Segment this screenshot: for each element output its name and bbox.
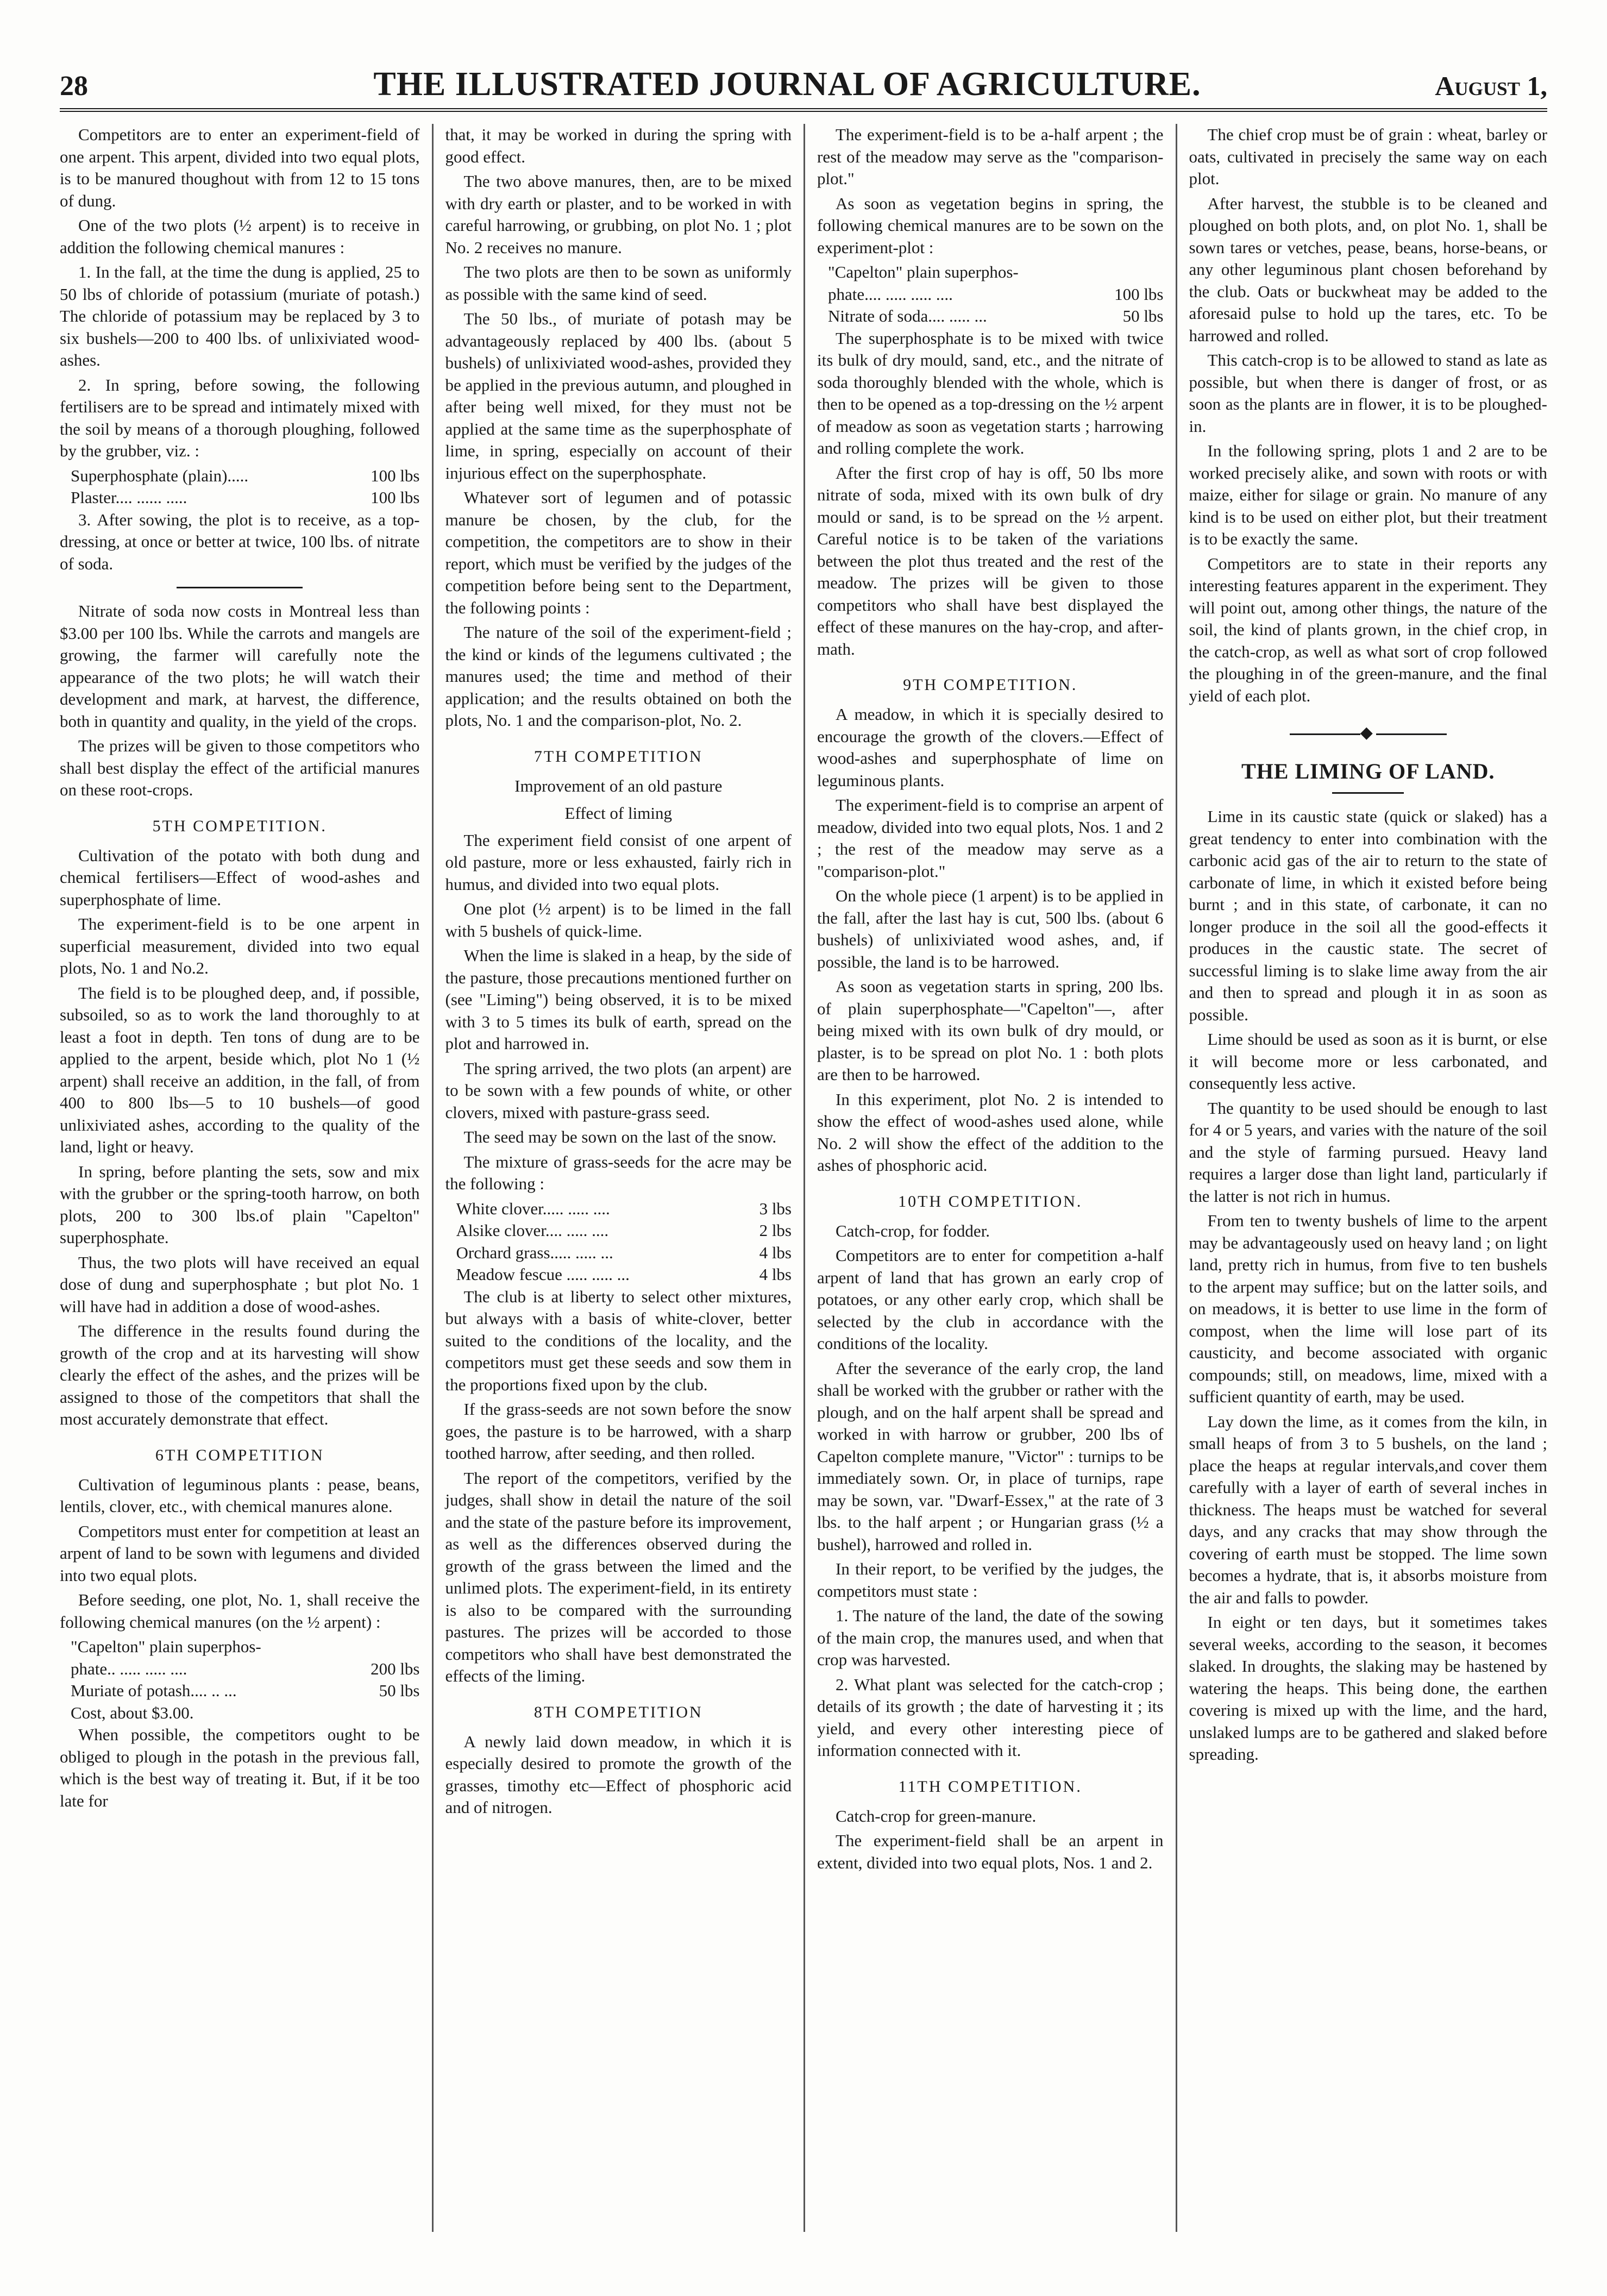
paragraph: In their report, to be verified by the judges, the competitors must state : bbox=[817, 1559, 1164, 1601]
table-row: Plaster.... ...... ..... 100 lbs bbox=[71, 488, 420, 507]
paragraph: The difference in the results found during the growth of the crop and at its harvesting will show clearly the effect of the ashes, and the prizes will be assigned to those of the competitors that shall the most accurately demonstrate that effect. bbox=[60, 1321, 420, 1428]
section-divider bbox=[177, 587, 303, 588]
paragraph: Whatever sort of legumen and of potassic manure be chosen, by the club, for the competition, the competitors are to show in their report, which must be verified by the judges of the competition before being sent to the Department, the following points : bbox=[445, 488, 792, 617]
paragraph: 1. In the fall, at the time the dung is applied, 25 to 50 lbs of chloride of potassium (muriate of potash.) The chloride of potassium may be replaced by 3 to six bushels—200 to 400 lbs. of unlixiviated wood-ashes. bbox=[60, 262, 420, 369]
table-row: Meadow fescue ..... ..... ... 4 lbs bbox=[456, 1265, 792, 1284]
paragraph: The nature of the soil of the experiment-field ; the kind or kinds of the legumens cultivated ; the manures used; the time and method of their application; and the results obtained on both the plots, No. 1 and the comparison-plot, No. 2. bbox=[445, 623, 792, 730]
table-row: Orchard grass..... ..... ... 4 lbs bbox=[456, 1243, 792, 1262]
paragraph: Lime should be used as soon as it is burnt, or else it will become more or less carbonated, and consequently less active. bbox=[1189, 1030, 1547, 1093]
ornament-divider bbox=[1189, 723, 1548, 742]
paragraph: 2. In spring, before sowing, the following fertilisers are to be spread and intimately mixed with the soil by means of a thorough ploughing, followed by the grubber, viz. : bbox=[60, 375, 420, 460]
paragraph: The experiment-field is to comprise an arpent of meadow, divided into two equal plots, Nos. 1 and 2 ; the rest of the meadow may serve as a "comparison-plot." bbox=[817, 795, 1164, 881]
paragraph: One plot (½ arpent) is to be limed in the fall with 5 bushels of quick-lime. bbox=[445, 899, 792, 940]
paragraph: The report of the competitors, verified by the judges, shall show in detail the nature of the soil and the state of the pasture before its improvement, as well as the differences observed during the growth of the grass between the limed and the unlimed plots. The experiment-field, in its entirety is also to be compared with the surrounding pastures. The prizes will be accorded to those competitors who shall have best demonstrated the effects of the liming. bbox=[445, 1468, 792, 1685]
paragraph: Nitrate of soda now costs in Montreal less than $3.00 per 100 lbs. While the carrots and mangels are growing, the farmer will carefully note the appearance of the two plots; he will watch their development and mark, at harvest, the difference, both in quantity and quality, in the yield of the crops. bbox=[60, 601, 420, 731]
table-row: "Capelton" plain superphos- bbox=[828, 262, 1019, 281]
paragraph: The field is to be ploughed deep, and, if possible, subsoiled, so as to work the land thoroughly to at least a foot in depth. Ten tons of dung are to be applied to the arpent, beside which, plot No 1 (½ arpent) shall receive an addition, in the fall, of from 400 to 800 lbs—5 to 10 bushels—of good unlixiviated ashes, according to the quality of the land, light or heavy. bbox=[60, 983, 420, 1156]
paragraph: The experiment-field is to be a-half arpent ; the rest of the meadow may serve as the "comparison-plot." bbox=[817, 125, 1164, 188]
paragraph: The club is at liberty to select other mixtures, but always with a basis of white-clover, better suited to the conditions of the locality, and the competitors must get these seeds and sow them in the proportions fixed upon by the club. bbox=[445, 1287, 792, 1394]
paragraph: 1. The nature of the land, the date of the sowing of the main crop, the manures used, and when that crop was harvested. bbox=[817, 1606, 1164, 1669]
paragraph: The prizes will be given to those competitors who shall best display the effect of the artificial manures on these root-crops. bbox=[60, 736, 420, 799]
paragraph: The mixture of grass-seeds for the acre may be the following : bbox=[445, 1152, 792, 1193]
table-row: Alsike clover.... ..... .... 2 lbs bbox=[456, 1221, 792, 1240]
paragraph: One of the two plots (½ arpent) is to receive in addition the following chemical manures : bbox=[60, 216, 420, 257]
section-heading: 6TH COMPETITION bbox=[155, 1446, 324, 1464]
paragraph: A meadow, in which it is specially desired to encourage the growth of the clovers.—Effect of wood-ashes and superphosphate of lime on leguminous plants. bbox=[817, 705, 1164, 790]
manure-table bbox=[60, 1636, 420, 1724]
fertiliser-table bbox=[60, 465, 420, 509]
column-2 bbox=[432, 124, 804, 2232]
section-heading: 9TH COMPETITION. bbox=[903, 676, 1078, 694]
paragraph: In eight or ten days, but it sometimes takes several weeks, according to the season, it becomes slaked. In droughts, the slaking may be hastened by watering the heaps. This being done, the earthen covering is mixed up with the lime, and the hard, unslaked lumps are to be gathered and slaked before spreading. bbox=[1189, 1613, 1547, 1764]
paragraph: Before seeding, one plot, No. 1, shall receive the following chemical manures (on the ½ arpent) : bbox=[60, 1590, 420, 1632]
paragraph: The spring arrived, the two plots (an arpent) are to be sown with a few pounds of white, or other clovers, mixed with pasture-grass seed. bbox=[445, 1058, 792, 1122]
table-row: "Capelton" plain superphos- bbox=[71, 1637, 261, 1656]
paragraph: Competitors are to state in their reports any interesting features apparent in the experiment. They will point out, among other things, the nature of the soil, the kind of plants grown, in the chief crop, in the catch-crop, as well as what sort of crop followed the ploughing in of the green-manure, and the final yield of each plot. bbox=[1189, 554, 1547, 705]
section-heading: 5TH COMPETITION. bbox=[152, 817, 327, 835]
paragraph: If the grass-seeds are not sown before the snow goes, the pasture is to be harrowed, with a sharp toothed harrow, after seeding, and then rolled. bbox=[445, 1400, 792, 1463]
article-heading: THE LIMING OF LAND. bbox=[1241, 759, 1495, 783]
paragraph: Lay down the lime, as it comes from the kiln, in small heaps of from 3 to 5 bushels, on the land ; place the heaps at regular intervals,and cover them carefully with a layer of earth of several inches in thickness. The heaps must be watched for several days, and any cracks that may show through the covering of earth must be stopped. The lime sown becomes a hydrate, that is, it absorbs moisture from the air and falls to powder. bbox=[1189, 1412, 1547, 1607]
paragraph: The experiment-field shall be an arpent in extent, divided into two equal plots, Nos. 1 and 2. bbox=[817, 1831, 1164, 1872]
paragraph: This catch-crop is to be allowed to stand as late as possible, but when there is danger of frost, or as soon as the plants are in flower, it is to be ploughed-in. bbox=[1189, 350, 1547, 436]
article-columns bbox=[60, 124, 1547, 2232]
section-subheading: Improvement of an old pasture bbox=[514, 776, 723, 795]
journal-title: THE ILLUSTRATED JOURNAL OF AGRICULTURE. bbox=[373, 66, 1201, 103]
page-number: 28 bbox=[60, 71, 88, 102]
paragraph: Competitors are to enter for competition a-half arpent of land that has grown an early crop of potatoes, or any other early crop, which shall be selected by the club in accordance with the conditions of the locality. bbox=[817, 1246, 1164, 1353]
paragraph: The 50 lbs., of muriate of potash may be advantageously replaced by 400 lbs. (about 5 bushels) of unlixiviated wood-ashes, provided they be applied in the previous autumn, and ploughed in after being well mixed, for they must not be applied at the same time as the superphosphate of lime, in spring, especially on account of their injurious effect on the superphosphate. bbox=[445, 309, 792, 482]
paragraph: Thus, the two plots will have received an equal dose of dung and superphosphate ; but plot No. 1 will have had in addition a dose of wood-ashes. bbox=[60, 1252, 420, 1316]
diamond-icon: ◆ bbox=[1360, 724, 1376, 742]
paragraph: As soon as vegetation starts in spring, 200 lbs. of plain superphosphate—"Capelton"—, after being mixed with its own bulk of dry mould, or plaster, is to be spread on plot No. 1 : both plots are then to be harrowed. bbox=[817, 977, 1164, 1084]
paragraph: The seed may be sown on the last of the snow. bbox=[463, 1127, 777, 1146]
seed-mixture-table bbox=[445, 1198, 792, 1286]
paragraph: The chief crop must be of grain : wheat, barley or oats, cultivated in precisely the same way on each plot. bbox=[1189, 125, 1547, 188]
table-row: Cost, about $3.00. bbox=[71, 1703, 194, 1722]
issue-date: August 1, bbox=[1435, 71, 1547, 101]
paragraph: The two above manures, then, are to be mixed with dry earth or plaster, and to be worked in with careful harrowing, or grubbing, on plot No. 1 ; plot No. 2 receives no manure. bbox=[445, 172, 792, 257]
column-4 bbox=[1176, 124, 1548, 2232]
section-subheading: Effect of liming bbox=[564, 803, 672, 823]
paragraph: On the whole piece (1 arpent) is to be applied in the fall, after the last hay is cut, 500 lbs. (about 6 bushels) of unlixiviated wood ashes, and, if possible, the land is to be harrowed. bbox=[817, 886, 1164, 971]
table-row: Superphosphate (plain)..... 100 lbs bbox=[71, 466, 420, 485]
paragraph: Cultivation of the potato with both dung and chemical fertilisers—Effect of wood-ashes and superphosphate of lime. bbox=[60, 845, 420, 909]
section-heading: 10TH COMPETITION. bbox=[898, 1192, 1083, 1210]
paragraph: When the lime is slaked in a heap, by the side of the pasture, those precautions mentioned further on (see "Liming") being observed, it is to be mixed with 3 to 5 times its bulk of earth, spread on the plot and harrowed in. bbox=[445, 946, 792, 1053]
paragraph: Lime in its caustic state (quick or slaked) has a great tendency to enter into combination with the carbonic acid gas of the air to return to the state of carbonate of lime, in which it existed before being burnt ; and in this state, of carbonate, it can no longer produce in the soil all the good-effects it produces in the caustic state. The secret of successful liming is to slake lime away from the air and then to spread and plough it in as soon as possible. bbox=[1189, 807, 1547, 1024]
column-3 bbox=[804, 124, 1176, 2232]
paragraph: Competitors are to enter an experiment-field of one arpent. This arpent, divided into two equal plots, is to be manured thoughout with from 12 to 15 tons of dung. bbox=[60, 125, 420, 210]
column-1 bbox=[60, 124, 432, 2232]
paragraph: In this experiment, plot No. 2 is intended to show the effect of wood-ashes used alone, while No. 2 will show the effect of the addition to the ashes of phosphoric acid. bbox=[817, 1089, 1164, 1175]
section-heading: 7TH COMPETITION bbox=[533, 747, 703, 766]
paragraph: After harvest, the stubble is to be cleaned and ploughed on both plots, and, on plot No. 1, shall be sown tares or vetches, pease, beans, horse-beans, or any other leguminous plant chosen beforehand by the club. Oats or buckwheat may be added to the aforesaid pulse to hold up the tares, etc. To be harrowed and rolled. bbox=[1189, 193, 1547, 345]
paragraph: In the following spring, plots 1 and 2 are to be worked precisely alike, and sown with roots or with maize, either for silage or grain. No manure of any kind is to be used on either plot, but their treatment is to be exactly the same. bbox=[1189, 441, 1547, 548]
paragraph: 3. After sowing, the plot is to receive, as a top-dressing, at once or better at twice, 100 lbs. of nitrate of soda. bbox=[60, 510, 420, 573]
table-row: phate.. ..... ..... .... 200 lbs bbox=[71, 1659, 420, 1678]
paragraph: that, it may be worked in during the spring with good effect. bbox=[445, 125, 792, 166]
paragraph: From ten to twenty bushels of lime to the arpent may be advantageously used on heavy land ; on light land, pretty rich in humus, from five to ten bushels to the arpent may suffice; but on the latter soils, and on meadows, it is better to use lime in the form of compost, when the lime will lose part of its causticity, and become associated with organic compounds; still, on meadows, lime, mixed with a sufficient quantity of earth, may be used. bbox=[1189, 1211, 1547, 1406]
paragraph: The experiment-field is to be one arpent in superficial measurement, divided into two equal plots, No. 1 and No.2. bbox=[60, 914, 420, 977]
table-row: White clover..... ..... .... 3 lbs bbox=[456, 1199, 792, 1218]
paragraph: As soon as vegetation begins in spring, the following chemical manures are to be sown on the experiment-plot : bbox=[817, 193, 1164, 257]
paragraph: Catch-crop, for fodder. bbox=[836, 1221, 990, 1240]
chemical-manure-table bbox=[817, 261, 1164, 328]
paragraph: After the severance of the early crop, the land shall be worked with the grubber or rather with the plough, and on the half arpent shall be spread and worked in with harrow or grubber, 200 lbs of Capelton complete manure, "Victor" : turnips to be immediately sown. Or, in place of turnips, rape may be sown, var. "Dwarf-Essex," at the rate of 3 lbs. to the half arpent ; or Hungarian grass (½ a bushel), harrowed and rolled in. bbox=[817, 1358, 1164, 1554]
paragraph: In spring, before planting the sets, sow and mix with the grubber or the spring-tooth harrow, on both plots, 200 to 300 lbs.of plain "Capelton" superphosphate. bbox=[60, 1162, 420, 1247]
section-heading: 8TH COMPETITION bbox=[533, 1703, 703, 1721]
table-row: Nitrate of soda.... ..... ... 50 lbs bbox=[828, 306, 1164, 325]
table-row: phate.... ..... ..... .... 100 lbs bbox=[828, 284, 1164, 304]
paragraph: 2. What plant was selected for the catch-crop ; details of its growth ; the date of harvesting it ; its yield, and every other interesting piece of information connected with it. bbox=[817, 1674, 1164, 1760]
paragraph: A newly laid down meadow, in which it is especially desired to promote the growth of the grasses, timothy etc—Effect of phosphoric acid and of nitrogen. bbox=[445, 1732, 792, 1817]
heading-rule bbox=[1332, 792, 1404, 794]
table-row: Muriate of potash.... .. ... 50 lbs bbox=[71, 1681, 420, 1700]
paragraph: Competitors must enter for competition at least an arpent of land to be sown with legumens and divided into two equal plots. bbox=[60, 1521, 420, 1585]
paragraph: After the first crop of hay is off, 50 lbs more nitrate of soda, mixed with its own bulk of dry mould or sand, is to be spread on the ½ arpent. Careful notice is to be taken of the variations between the plot thus treated and the rest of the meadow. The prizes will be given to those competitors who shall have best displayed the effect of these manures on the hay-crop, and after-math. bbox=[817, 463, 1164, 658]
masthead bbox=[60, 65, 1547, 112]
paragraph: The superphosphate is to be mixed with twice its bulk of dry mould, sand, etc., and the nitrate of soda thoroughly blended with the whole, which is then to be opened as a top-dressing on the ½ arpent of meadow as soon as vegetation starts ; harrowing and rolling complete the work. bbox=[817, 328, 1164, 457]
paragraph: The experiment field consist of one arpent of old pasture, more or less exhausted, fairly rich in humus, and divided into two equal plots. bbox=[445, 830, 792, 894]
paragraph: The two plots are then to be sown as uniformly as possible with the same kind of seed. bbox=[445, 262, 792, 304]
paragraph: Catch-crop for green-manure. bbox=[836, 1806, 1037, 1825]
section-heading: 11TH COMPETITION. bbox=[898, 1777, 1082, 1796]
paragraph: Cultivation of leguminous plants : pease, beans, lentils, clover, etc., with chemical manures alone. bbox=[60, 1475, 420, 1516]
paragraph: The quantity to be used should be enough to last for 4 or 5 years, and varies with the nature of the soil and the style of farming pursued. Heavy land requires a larger dose than light land, particularly if the latter is not rich in humus. bbox=[1189, 1098, 1547, 1206]
paragraph: When possible, the competitors ought to be obliged to plough in the potash in the previous fall, which is the best way of treating it. But, if it be too late for bbox=[60, 1725, 420, 1810]
